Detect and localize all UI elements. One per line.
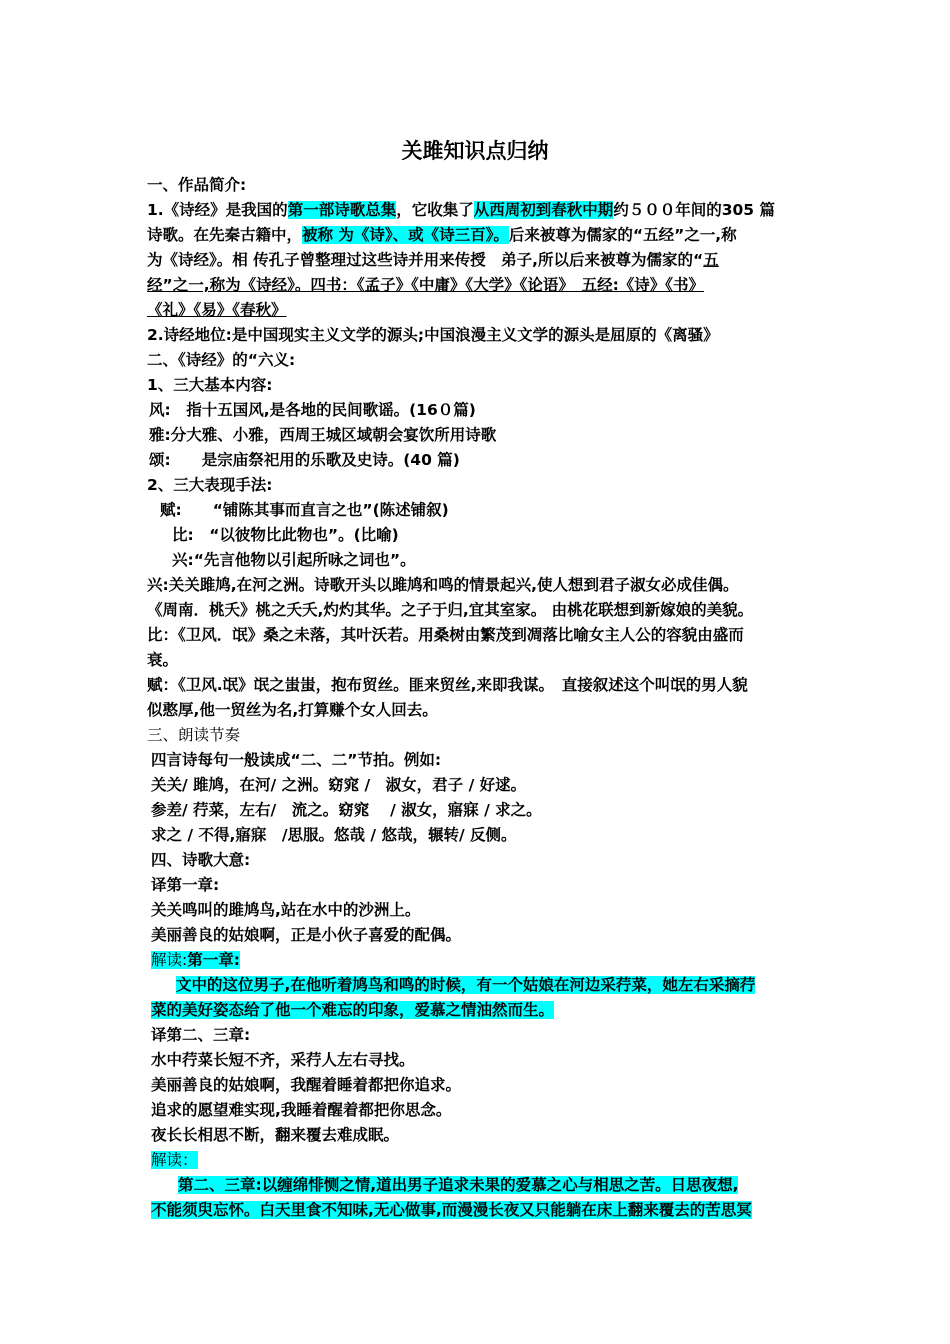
- paragraph-line: 《周南．桃夭》桃之夭夭,灼灼其华。之子于归,宜其室家。 由桃花联想到新嫁娘的美貌。: [147, 601, 754, 619]
- paragraph-line: 水中荇菜长短不齐，采荇人左右寻找。: [151, 1051, 415, 1069]
- interpretation-label: 解读:第一章:: [151, 951, 240, 969]
- paragraph-line: 兴:“先言他物以引起所咏之词也”。: [172, 551, 416, 569]
- subheading: 译第一章:: [151, 876, 220, 894]
- section-heading-intro: 一、作品简介:: [147, 176, 247, 194]
- page-title: 关雎知识点归纳: [401, 139, 549, 163]
- paragraph-line: 菜的美好姿态给了他一个难忘的印象，爱慕之情油然而生。: [151, 1001, 555, 1019]
- highlight: 从西周初到春秋中期: [473, 201, 614, 219]
- paragraph-line: 参差/ 荇菜，左右/ 流之。窈窕 / 淑女，寤寐 / 求之。: [151, 801, 542, 819]
- paragraph-line: 夜长长相思不断，翻来覆去难成眠。: [151, 1126, 400, 1144]
- interpretation-label: 解读：: [151, 1151, 198, 1169]
- paragraph-line: 文中的这位男子,在他听着鸠鸟和鸣的时候，有一个姑娘在河边采荇菜，她左右采摘荇: [176, 976, 756, 994]
- paragraph-line: 美丽善良的姑娘啊，正是小伙子喜爱的配偶。: [151, 926, 462, 944]
- paragraph-line: 求之 / 不得,寤寐 /思服。悠哉 / 悠哉，辗转/ 反侧。: [151, 826, 517, 844]
- section-heading-meaning: 四、诗歌大意:: [151, 851, 251, 869]
- paragraph-line: 比: “以彼物比此物也”。(比喻): [172, 526, 399, 544]
- paragraph-line: 不能须臾忘怀。白天里食不知味,无心做事,而漫漫长夜又只能躺在床上翻来覆去的苦思冥: [151, 1201, 752, 1219]
- paragraph-line: 衰。: [147, 651, 179, 669]
- paragraph-line: 《礼》《易》《春秋》: [147, 301, 287, 319]
- highlight: 被称 为《诗》、或《诗三百》。: [302, 226, 509, 244]
- paragraph-line: 颂: 是宗庙祭祀用的乐歌及史诗。(40 篇): [149, 451, 460, 469]
- paragraph-line: 第二、三章:以缠绵悱恻之情,道出男子追求未果的爱慕之心与相思之苦。日思夜想,: [178, 1176, 739, 1194]
- paragraph-line: 关关鸣叫的雎鸠鸟,站在水中的沙洲上。: [151, 901, 421, 919]
- highlight: 第一部诗歌总集: [287, 201, 397, 219]
- section-heading-six-meanings: 二、《诗经》的“六义:: [147, 351, 296, 369]
- paragraph-line: 为《诗经》。相 传孔子曾整理过这些诗并用来传授 弟子,所以后来被尊为儒家的“五: [147, 251, 719, 269]
- paragraph-line: 赋: “铺陈其事而直言之也”(陈述铺叙): [160, 501, 449, 519]
- paragraph-line: 追求的愿望难实现,我睡着醒着都把你思念。: [151, 1101, 452, 1119]
- paragraph-line: 2.诗经地位:是中国现实主义文学的源头;中国浪漫主义文学的源头是屈原的《离骚》: [147, 326, 719, 344]
- paragraph-line: 风: 指十五国风,是各地的民间歌谣。(16０篇): [149, 401, 476, 419]
- section-heading-rhythm: 三、朗读节奏: [147, 726, 241, 744]
- paragraph-line: 四言诗每句一般读成“二、二”节拍。例如:: [151, 751, 442, 769]
- paragraph-line: 雅:分大雅、小雅，西周王城区域朝会宴饮所用诗歌: [149, 426, 497, 444]
- paragraph-line: 比：《卫风．氓》桑之未落，其叶沃若。用桑树由繁茂到凋落比喻女主人公的容貌由盛而: [147, 626, 744, 644]
- subheading: 2、三大表现手法:: [147, 476, 273, 494]
- paragraph-line: 似憨厚,他一贸丝为名,打算赚个女人回去。: [147, 701, 438, 719]
- paragraph-line: 兴:关关雎鸠,在河之洲。诗歌开头以雎鸠和鸣的情景起兴,使人想到君子淑女必成佳偶。: [147, 576, 739, 594]
- paragraph-line: 经”之一,称为《诗经》。四书：《孟子》《中庸》《大学》《论语》 五经:《诗》《书》: [147, 276, 705, 294]
- paragraph-line: 1.《诗经》是我国的第一部诗歌总集，它收集了从西周初到春秋中期约５００年间的305 篇: [147, 201, 775, 219]
- paragraph-line: 美丽善良的姑娘啊，我醒着睡着都把你追求。: [151, 1076, 462, 1094]
- paragraph-line: 赋：《卫风.氓》氓之蚩蚩，抱布贸丝。匪来贸丝,来即我谋。 直接叙述这个叫氓的男人貌: [147, 676, 748, 694]
- subheading: 译第二、三章:: [151, 1026, 251, 1044]
- paragraph-line: 诗歌。在先秦古籍中，被称 为《诗》、或《诗三百》。后来被尊为儒家的“五经”之一,称: [147, 226, 737, 244]
- subheading: 1、三大基本内容:: [147, 376, 273, 394]
- paragraph-line: 关关/ 雎鸠，在河/ 之洲。窈窕 / 淑女，君子 / 好逑。: [151, 776, 527, 794]
